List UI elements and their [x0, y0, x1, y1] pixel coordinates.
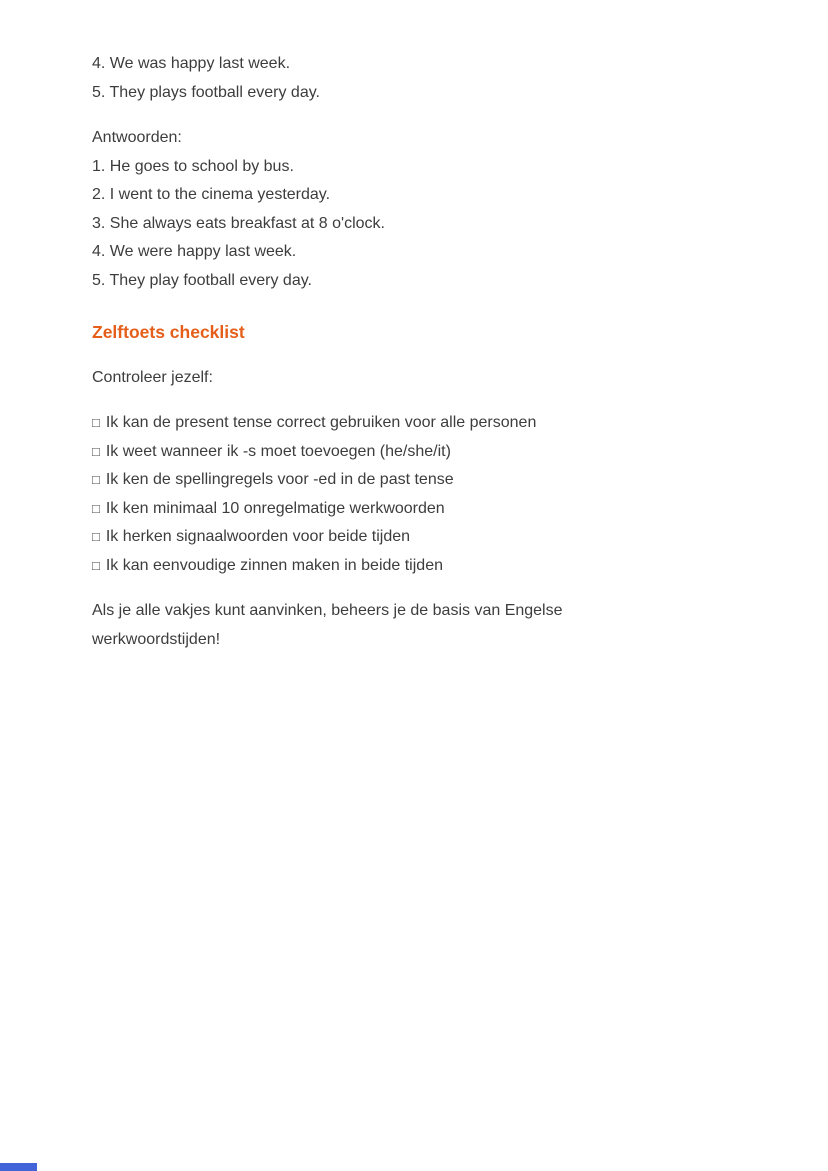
checklist-item	[92, 438, 736, 467]
selftest-heading: Zelftoets checklist	[92, 322, 245, 342]
checklist-item-label: Ik herken signaalwoorden voor beide tijden	[105, 528, 411, 545]
checklist-item-label: Ik kan de present tense correct gebruiken voor alle personen	[105, 414, 537, 431]
checklist-item-label: Ik kan eenvoudige zinnen maken in beide tijden	[105, 556, 443, 574]
checkbox-icon: □	[92, 443, 100, 459]
answer-line: 1. He goes to school by bus.	[92, 157, 294, 175]
answer-line: 5. They play football every day.	[92, 271, 312, 289]
exercise-line: 4. We was happy last week.	[92, 55, 291, 72]
answer-line: 3. She always eats breakfast at 8 o'clock.	[92, 214, 385, 232]
selftest-checklist	[92, 409, 736, 580]
answers-paragraph	[92, 124, 736, 295]
checkbox-icon: □	[92, 529, 100, 544]
exercise-line: 5. They plays football every day.	[92, 83, 320, 101]
checklist-item	[92, 466, 736, 495]
checklist-item-label: Ik ken minimaal 10 onregelmatige werkwoorden	[105, 499, 445, 517]
checklist-item-label: Ik ken de spellingregels voor -ed in de past tense	[105, 471, 454, 488]
closing-paragraph	[92, 597, 736, 654]
answer-line: 2. I went to the cinema yesterday.	[92, 186, 331, 203]
checklist-item	[92, 495, 736, 524]
answers-label: Antwoorden:	[92, 129, 182, 146]
checkbox-icon: □	[92, 415, 100, 430]
checkbox-icon: □	[92, 472, 100, 487]
closing-line: werkwoordstijden!	[92, 630, 221, 648]
checklist-item	[92, 552, 736, 581]
exercise-items-paragraph	[92, 50, 736, 107]
checkbox-icon: □	[92, 557, 100, 573]
checklist-item	[92, 409, 736, 438]
checklist-item-label: Ik weet wanneer ik -s moet toevoegen (he/she/it)	[105, 442, 451, 460]
selftest-intro-paragraph	[92, 364, 736, 393]
bottom-left-accent-bar	[0, 1163, 37, 1171]
document-content	[92, 50, 736, 671]
checkbox-icon: □	[92, 500, 100, 516]
answer-line: 4. We were happy last week.	[92, 243, 297, 260]
checklist-item	[92, 523, 736, 552]
selftest-intro: Controleer jezelf:	[92, 368, 213, 386]
closing-line: Als je alle vakjes kunt aanvinken, beheers je de basis van Engelse	[92, 602, 563, 619]
